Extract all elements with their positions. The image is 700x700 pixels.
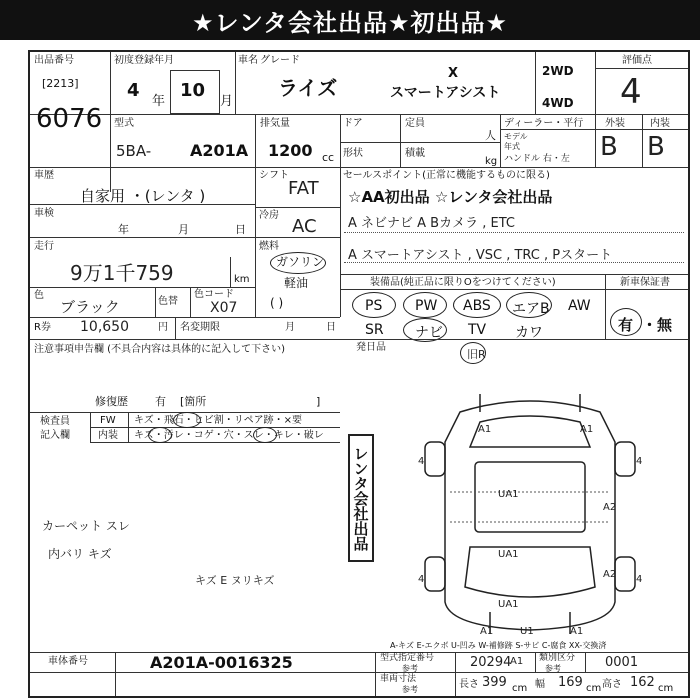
model-prefix: 5BA-	[116, 142, 152, 160]
inspection-day: 日	[235, 223, 246, 236]
displacement-value: 1200	[268, 141, 313, 160]
first-reg-year: 4	[127, 80, 140, 101]
first-reg-label: 初度登録年月	[114, 55, 174, 66]
auction-sheet	[28, 50, 690, 698]
first-reg-year-unit: 年	[152, 94, 166, 109]
fuel-label: 燃料	[259, 241, 279, 252]
chassis-value: A201A-0016325	[150, 653, 293, 672]
type-cert-label: 型式指定番号	[380, 653, 435, 663]
interior-label: 内装	[650, 118, 670, 129]
repair-has: 有	[155, 395, 166, 408]
score-value: 4	[620, 72, 642, 112]
inspector-label2: 記入欄	[40, 430, 70, 441]
load-unit: kg	[485, 156, 498, 167]
sales-line2: A ネビナビ A Bカメラ , ETC	[348, 216, 515, 231]
lot-box: [2213]	[42, 77, 79, 90]
car-name: ライズ	[278, 76, 338, 100]
inspector-label1: 検査員	[40, 416, 70, 427]
lot-number: 6076	[36, 104, 103, 134]
grade-label: グレード	[260, 55, 300, 66]
equip-abs: ABS	[463, 298, 491, 314]
inspection-month: 月	[178, 223, 189, 236]
title-change-day: 日	[326, 322, 336, 333]
model-code: A201A	[190, 141, 249, 160]
capacity-label: 定員	[405, 118, 425, 129]
dealer-handle: ハンドル 右・左	[504, 154, 570, 164]
dims-wid: 169	[558, 675, 583, 690]
mileage-unit: km	[234, 274, 250, 285]
history-label: 車歴	[34, 170, 54, 181]
dims-label1: 車両寸法	[380, 674, 417, 684]
lot-label: 出品番号	[34, 55, 74, 66]
recycle-value: 10,650	[80, 319, 129, 335]
equip-tv: TV	[468, 322, 487, 338]
shift-value: FAT	[288, 178, 319, 199]
recycle-label: R券	[34, 322, 51, 333]
svg-text:A2: A2	[603, 569, 617, 580]
color-change-label: 色替	[158, 296, 178, 307]
inspector-in-text: キズ・汚レ・コゲ・穴・スレ・キレ・破レ	[134, 430, 324, 441]
shape-label: 形状	[343, 148, 363, 159]
svg-text:A1: A1	[478, 424, 492, 435]
class-cert-sub: 参考	[545, 664, 561, 673]
note-carpet: カーペット スレ	[42, 519, 130, 533]
color-code-label: 色コード	[194, 289, 234, 300]
rental-stamp: レンタ会社出品	[348, 434, 374, 562]
svg-text:4: 4	[418, 574, 425, 585]
doors-label: ドア	[343, 118, 363, 129]
chassis-label: 車体番号	[48, 656, 88, 667]
equip-leather: カワ	[515, 325, 543, 341]
ac-label: 冷房	[259, 210, 279, 221]
equip-airbag: エアB	[512, 301, 550, 317]
score-label: 評価点	[622, 55, 652, 66]
svg-text:A1: A1	[480, 626, 494, 637]
diag-mark-a1-rear1: A1	[510, 656, 524, 667]
dims-hei-label: 高さ	[602, 679, 622, 690]
ac-value: AC	[292, 216, 317, 237]
repair-close: ]	[316, 395, 321, 408]
inspection-label: 車検	[34, 208, 54, 219]
warranty-no: ・無	[642, 316, 673, 334]
equipment-label: 装備品(純正品に限りOをつけてください)	[370, 277, 556, 288]
repair-spot: [箇所	[180, 395, 207, 408]
drive-2wd: 2WD	[542, 64, 574, 78]
dealer-label: ディーラー・平行	[504, 118, 584, 129]
drive-4wd: 4WD	[542, 96, 574, 110]
svg-text:4: 4	[636, 456, 643, 467]
equip-navi: ナビ	[415, 325, 443, 341]
warranty-yes: 有	[618, 316, 634, 334]
dims-hei: 162	[630, 675, 655, 690]
svg-text:4: 4	[636, 574, 643, 585]
color-label: 色	[34, 290, 44, 301]
inspector-fw-text: キズ・飛石・ヒビ割・リペア跡・×要	[134, 415, 302, 426]
warranty-label: 新車保証書	[620, 277, 670, 288]
exterior-label: 外装	[605, 118, 625, 129]
dims-len: 399	[482, 675, 507, 690]
class-cert-value: 0001	[605, 655, 639, 670]
dims-len-unit: cm	[512, 683, 528, 694]
grade-name: スマートアシスト	[390, 85, 501, 101]
title-change-month: 月	[285, 322, 295, 333]
type-cert-sub: 参考	[402, 664, 418, 673]
capacity-unit: 人	[485, 129, 496, 142]
dims-wid-unit: cm	[586, 683, 602, 694]
svg-text:U1: U1	[520, 626, 534, 637]
note-inner: 内バリ キズ	[48, 547, 112, 561]
displacement-label: 排気量	[260, 118, 290, 129]
type-cert-value: 20294	[470, 655, 512, 670]
equip-ps: PS	[365, 298, 383, 314]
dims-wid-label: 幅	[535, 679, 545, 690]
color-code: X07	[210, 300, 238, 316]
svg-text:UA1: UA1	[498, 489, 519, 500]
first-reg-month: 10	[180, 80, 206, 101]
history-value: 自家用 ・(レンタ )	[80, 187, 206, 205]
recycle-unit: 円	[158, 322, 168, 333]
grade-x: X	[448, 66, 459, 81]
sales-label: セールスポイント(正常に機能するものに限る)	[343, 170, 550, 181]
diagram-legend: A-キズ E-エクボ U-凹み W-補修跡 S-サビ C-腐食 XX-交換済	[390, 641, 607, 650]
svg-text:UA1: UA1	[498, 599, 519, 610]
svg-text:4: 4	[418, 456, 425, 467]
svg-text:A2: A2	[603, 502, 617, 513]
mileage-value: 9万1千759	[70, 261, 174, 285]
first-reg-month-unit: 月	[220, 94, 234, 109]
svg-text:A1: A1	[570, 626, 584, 637]
sales-line3: A スマートアシスト , VSC , TRC , Pスタート	[348, 248, 613, 263]
class-cert-label: 類別区分	[539, 653, 576, 663]
exterior-value: B	[600, 132, 618, 162]
interior-value: B	[647, 132, 665, 162]
banner-title: ★レンタ会社出品★初出品★	[0, 0, 700, 40]
displacement-unit: cc	[322, 151, 335, 164]
dims-hei-unit: cm	[658, 683, 674, 694]
dims-len-label: 長さ	[459, 679, 479, 690]
fuel-gas: ガソリン	[276, 255, 325, 269]
return-date-label: 発日品	[356, 342, 386, 353]
repair-label: 修復歴	[95, 395, 128, 408]
svg-text:UA1: UA1	[498, 549, 519, 560]
shift-label: シフト	[259, 170, 289, 181]
model-label: 型式	[114, 118, 134, 129]
car-name-label: 車名	[238, 55, 258, 66]
equip-sr: SR	[365, 322, 384, 338]
return-stamp: 旧R	[467, 348, 486, 361]
svg-text:A1: A1	[580, 424, 594, 435]
inspector-in: 内装	[98, 430, 118, 441]
title-change-label: 名変期限	[180, 322, 220, 333]
fuel-paren: ( )	[270, 296, 284, 310]
load-label: 積載	[405, 148, 425, 159]
equip-aw: AW	[568, 298, 591, 314]
notes-label: 注意事項申告欄 (不具合内容は具体的に記入して下さい)	[34, 344, 285, 355]
dealer-model-label2: 年式	[504, 142, 520, 151]
note-scratch: キズ E ヌリキズ	[195, 574, 275, 587]
inspection-year: 年	[118, 223, 129, 236]
dealer-model-label1: モデル	[504, 132, 528, 141]
inspector-fw: FW	[100, 415, 116, 426]
color-value: ブラック	[60, 298, 120, 316]
equip-pw: PW	[415, 298, 438, 314]
fuel-diesel: 軽油	[284, 276, 309, 290]
dims-label2: 参考	[402, 685, 418, 694]
mileage-label: 走行	[34, 241, 54, 252]
sales-line1: ☆AA初出品 ☆レンタ会社出品	[348, 188, 553, 206]
